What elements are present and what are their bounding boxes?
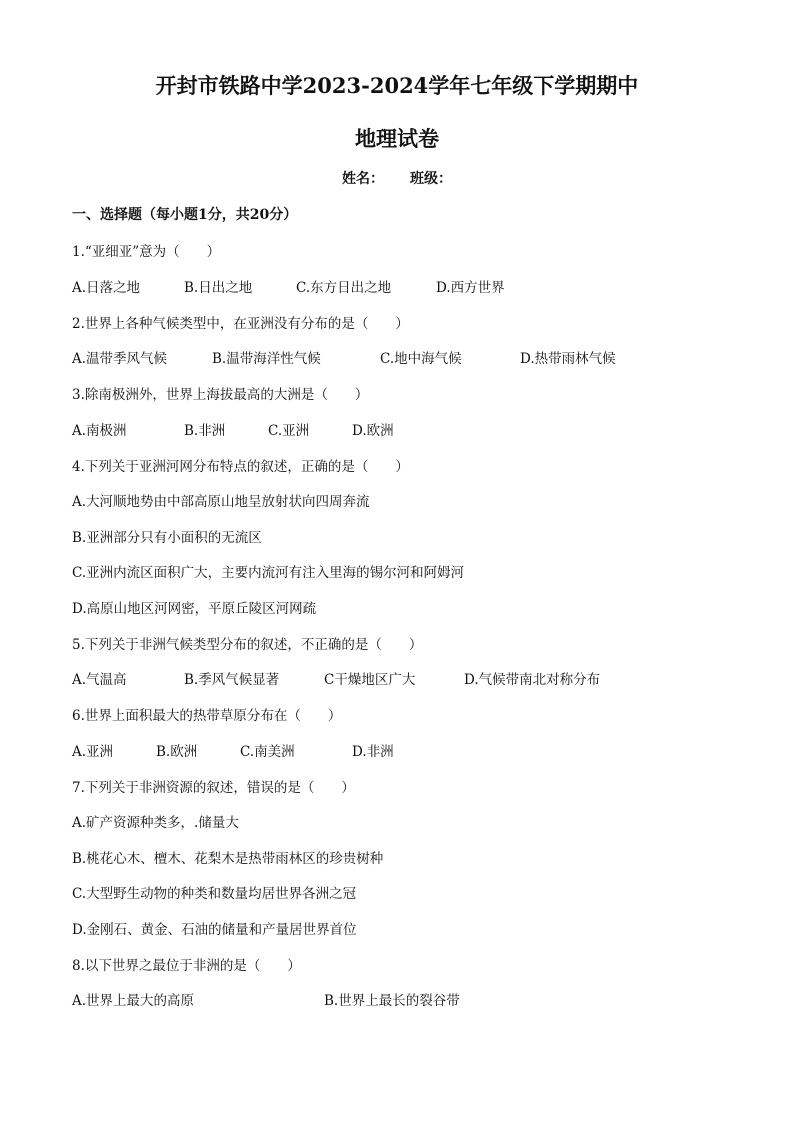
option: B.世界上最长的裂谷带 — [324, 993, 460, 1009]
option: D.气候带南北对称分布 — [464, 672, 601, 688]
option: A.气温高 — [72, 672, 127, 688]
option: B.季风气候显著 — [184, 672, 280, 688]
option: C.南美洲 — [240, 744, 295, 760]
option: C干燥地区广大 — [324, 672, 416, 688]
question-stem: 7.下列关于非洲资源的叙述，错误的是（ ） — [72, 780, 355, 796]
option: A.温带季风气候 — [72, 351, 168, 367]
option: B.亚洲部分只有小面积的无流区 — [72, 530, 262, 546]
name-label: 姓名： — [342, 171, 384, 187]
question-stem: 1.“亚细亚”意为（ ） — [72, 244, 221, 260]
option: B.温带海洋性气候 — [212, 351, 321, 367]
question-stem: 4.下列关于亚洲河网分布特点的叙述，正确的是（ ） — [72, 459, 409, 475]
option: B.非洲 — [184, 423, 226, 439]
option: D.金刚石、黄金、石油的储量和产量居世界首位 — [72, 922, 357, 938]
option: B.日出之地 — [184, 280, 253, 296]
question-stem: 6.世界上面积最大的热带草原分布在（ ） — [72, 708, 342, 724]
class-label: 班级： — [410, 171, 452, 187]
option: B.欧洲 — [156, 744, 198, 760]
section-heading: 一、选择题（每小题1分，共20分） — [72, 207, 298, 223]
option: D.欧洲 — [352, 423, 394, 439]
option: D.热带雨林气候 — [520, 351, 616, 367]
option: C.东方日出之地 — [296, 280, 392, 296]
option: C.大型野生动物的种类和数量均居世界各洲之冠 — [72, 886, 357, 902]
exam-title-line1: 开封市铁路中学2023-2024学年七年级下学期期中 — [155, 73, 639, 98]
question-stem: 5.下列关于非洲气候类型分布的叙述，不正确的是（ ） — [72, 637, 423, 653]
option: C.地中海气候 — [380, 351, 462, 367]
option: A.日落之地 — [72, 280, 141, 296]
option: A.南极洲 — [72, 423, 127, 439]
option: A.亚洲 — [72, 744, 114, 760]
option: D.非洲 — [352, 744, 394, 760]
question-stem: 8.以下世界之最位于非洲的是（ ） — [72, 958, 301, 974]
option: D.高原山地区河网密，平原丘陵区河网疏 — [72, 601, 317, 617]
option: A.矿产资源种类多，.储量大 — [72, 815, 239, 831]
option: B.桃花心木、檀木、花梨木是热带雨林区的珍贵树种 — [72, 851, 384, 867]
question-stem: 2.世界上各种气候类型中，在亚洲没有分布的是（ ） — [72, 316, 409, 332]
option: A.大河顺地势由中部高原山地呈放射状向四周奔流 — [72, 494, 370, 510]
option: A.世界上最大的高原 — [72, 993, 195, 1009]
student-info-row — [0, 168, 794, 188]
option: C.亚洲内流区面积广大，主要内流河有注入里海的锡尔河和阿姆河 — [72, 565, 465, 581]
question-stem: 3.除南极洲外，世界上海拔最高的大洲是（ ） — [72, 387, 369, 403]
option: C.亚洲 — [268, 423, 310, 439]
option: D.西方世界 — [436, 280, 505, 296]
exam-title-line2: 地理试卷 — [355, 126, 439, 151]
